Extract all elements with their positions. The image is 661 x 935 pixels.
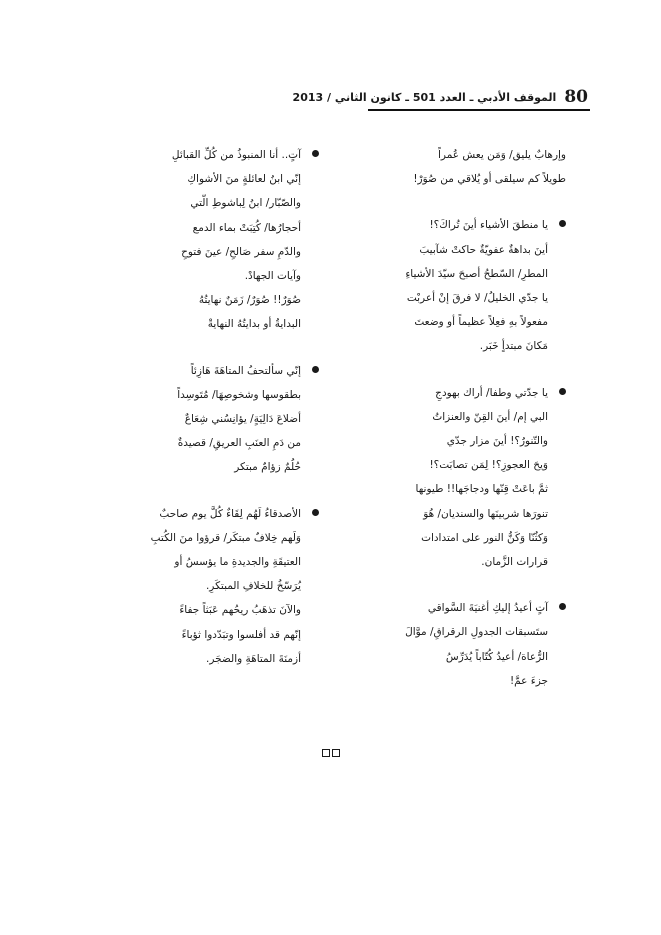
bullet-icon	[559, 603, 566, 610]
poem-line: أحجارُها/ كُتِبَتْ بماء الدمع	[192, 221, 301, 234]
poem-line: أزمنَةَ المتاهَةِ والضجَر.	[205, 652, 301, 665]
poem-line: مفعولاً بهِ فعِلاً عظيماً أو وضعتَ	[414, 316, 548, 329]
poem-line: والآنَ تذهَبُ ريحُهم عَبَثاً جفاءً	[179, 604, 301, 617]
journal-title: الموقف الأدبي ـ العدد 501 ـ كانون الثاني / 2013	[292, 90, 557, 104]
poem-line: مَكانَ مبتدأٍ خَبَر.	[479, 340, 548, 353]
poem-line: إنّي سألتحفُ المتاهَةَ هَازِئاً	[190, 364, 301, 377]
poem-column-right	[316, 143, 566, 715]
poem-line: أضلاعَ دَالِيَةٍ/ يؤانِسُني شِعَاعٌ	[184, 413, 301, 426]
poem-line: وَلَهم خِلافٌ مبتكَر/ قرؤوا منَ الكُتبِ	[150, 531, 301, 544]
poem-line: بطقوسها وشخوصِهَا/ مُتَوسِداً	[177, 388, 301, 401]
poem-line: الأصدقاءُ لَهُم لِقَاءٌ كُلَّ يوم صاحبٌ	[159, 507, 301, 520]
page-number: 80	[564, 87, 588, 107]
poem-line: من دَمِ العنَبِ العريقِ/ قصيدةٌ	[177, 437, 301, 450]
poem-line: إنّي ابنُ لعائلةٍ منَ الأشواكِ	[187, 173, 301, 186]
header-rule	[368, 109, 590, 111]
poem-line: يا جدّتي وطفا/ أراك بهودجِ	[435, 386, 548, 399]
poem-line: وَيحَ العجوزِ؟! لِمَن تصابَت؟!	[429, 459, 548, 472]
poem-stanza	[89, 502, 319, 671]
poem-line: المطرِ/ السّطحُ أصبحَ سيّدَ الأشياءِ	[405, 267, 548, 280]
poem-line: العتيقَةِ والجديدةِ ما يؤسسُ أو	[174, 556, 301, 569]
poem-line: صُوَرٌ!! صُوَرٌ/ زَمَنٌ نهايتُهُ	[198, 294, 301, 307]
bullet-icon	[559, 220, 566, 227]
poem-column-left	[89, 143, 319, 693]
poem-line: والتّنورُ؟! أينَ مزار جدّي	[446, 435, 548, 448]
bullet-icon	[312, 150, 319, 157]
poem-line: طويلاً كم سيلقى أو يُلاقي من صُوَرْ!	[413, 173, 566, 186]
poem-line: البدايةُ أو بدايتُهُ النهايةْ	[207, 318, 301, 331]
poem-line: أينَ بداهةٌ عفويّةٌ حاكتْ شآبيبَ	[419, 243, 548, 256]
poem-stanza	[316, 381, 566, 575]
poem-line: ستَسبقات الجدولِ الرقراقِ/ موَّالَ	[405, 626, 548, 639]
running-header	[292, 86, 588, 108]
poem-line: جزءَ عمَّ!	[509, 674, 548, 687]
poem-line: وإرهابٌ يليق/ وَمَن يعش عُمراً	[438, 149, 566, 161]
poem-line: آتٍ أعيدُ إليكِ أغنيَةَ السَّواقي	[427, 602, 548, 615]
poem-line: وآيات الجهادْ.	[244, 270, 301, 283]
poem-stanza	[89, 359, 319, 480]
poem-line: وَكثُنّا وَكَنُّ النور على امتدادات	[421, 531, 548, 544]
poem-stanza	[316, 213, 566, 358]
poem-line: والصّبّار/ ابنُ لِباشوطِ الّتي	[190, 197, 301, 210]
poem-line: والدّمِ سفر صَالحِ/ عينَ فتوحِ	[181, 245, 301, 258]
poem-stanza	[316, 143, 566, 191]
poem-line: ثمَّ باعَتْ قِنّها ودجاجَها!! طيونها	[415, 483, 548, 496]
poem-line: إنّهم قد أفلسوا وتبَدّدوا ثؤباءً	[181, 628, 301, 641]
poem-line: تنورَها شربينَها والسنديان/ هُوَ	[423, 507, 548, 520]
poem-line: يا جدّي الخليلُ/ لا فرقَ إنْ أعربْت	[406, 292, 548, 305]
bullet-icon	[312, 366, 319, 373]
poem-line: يُرَسّخُ للخلافِ المبتكَرِ.	[205, 580, 301, 593]
poem-stanza	[89, 143, 319, 337]
bullet-icon	[559, 388, 566, 395]
poem-line: يا منطقَ الأشياء أينَ تُراكَ؟!	[429, 219, 548, 232]
poem-line: الرُّعاة/ أعيدُ كُتّاباً يُدَرِّسُ	[445, 650, 548, 663]
ornament-square-icon	[322, 749, 330, 757]
poem-line: حُلُمٌ زؤامٌ مبتكر	[234, 461, 301, 474]
poem-line: آتٍ.. أنا المنبوذُ من كُلِّ القبائلِ	[171, 149, 301, 161]
poem-line: البي إم/ أينَ القِنّ والعنزاتُ	[432, 410, 548, 423]
footer-ornament	[322, 749, 340, 757]
poem-stanza	[316, 596, 566, 693]
bullet-icon	[312, 509, 319, 516]
ornament-square-icon	[332, 749, 340, 757]
poem-line: قرارات الزَّمان.	[481, 556, 548, 569]
